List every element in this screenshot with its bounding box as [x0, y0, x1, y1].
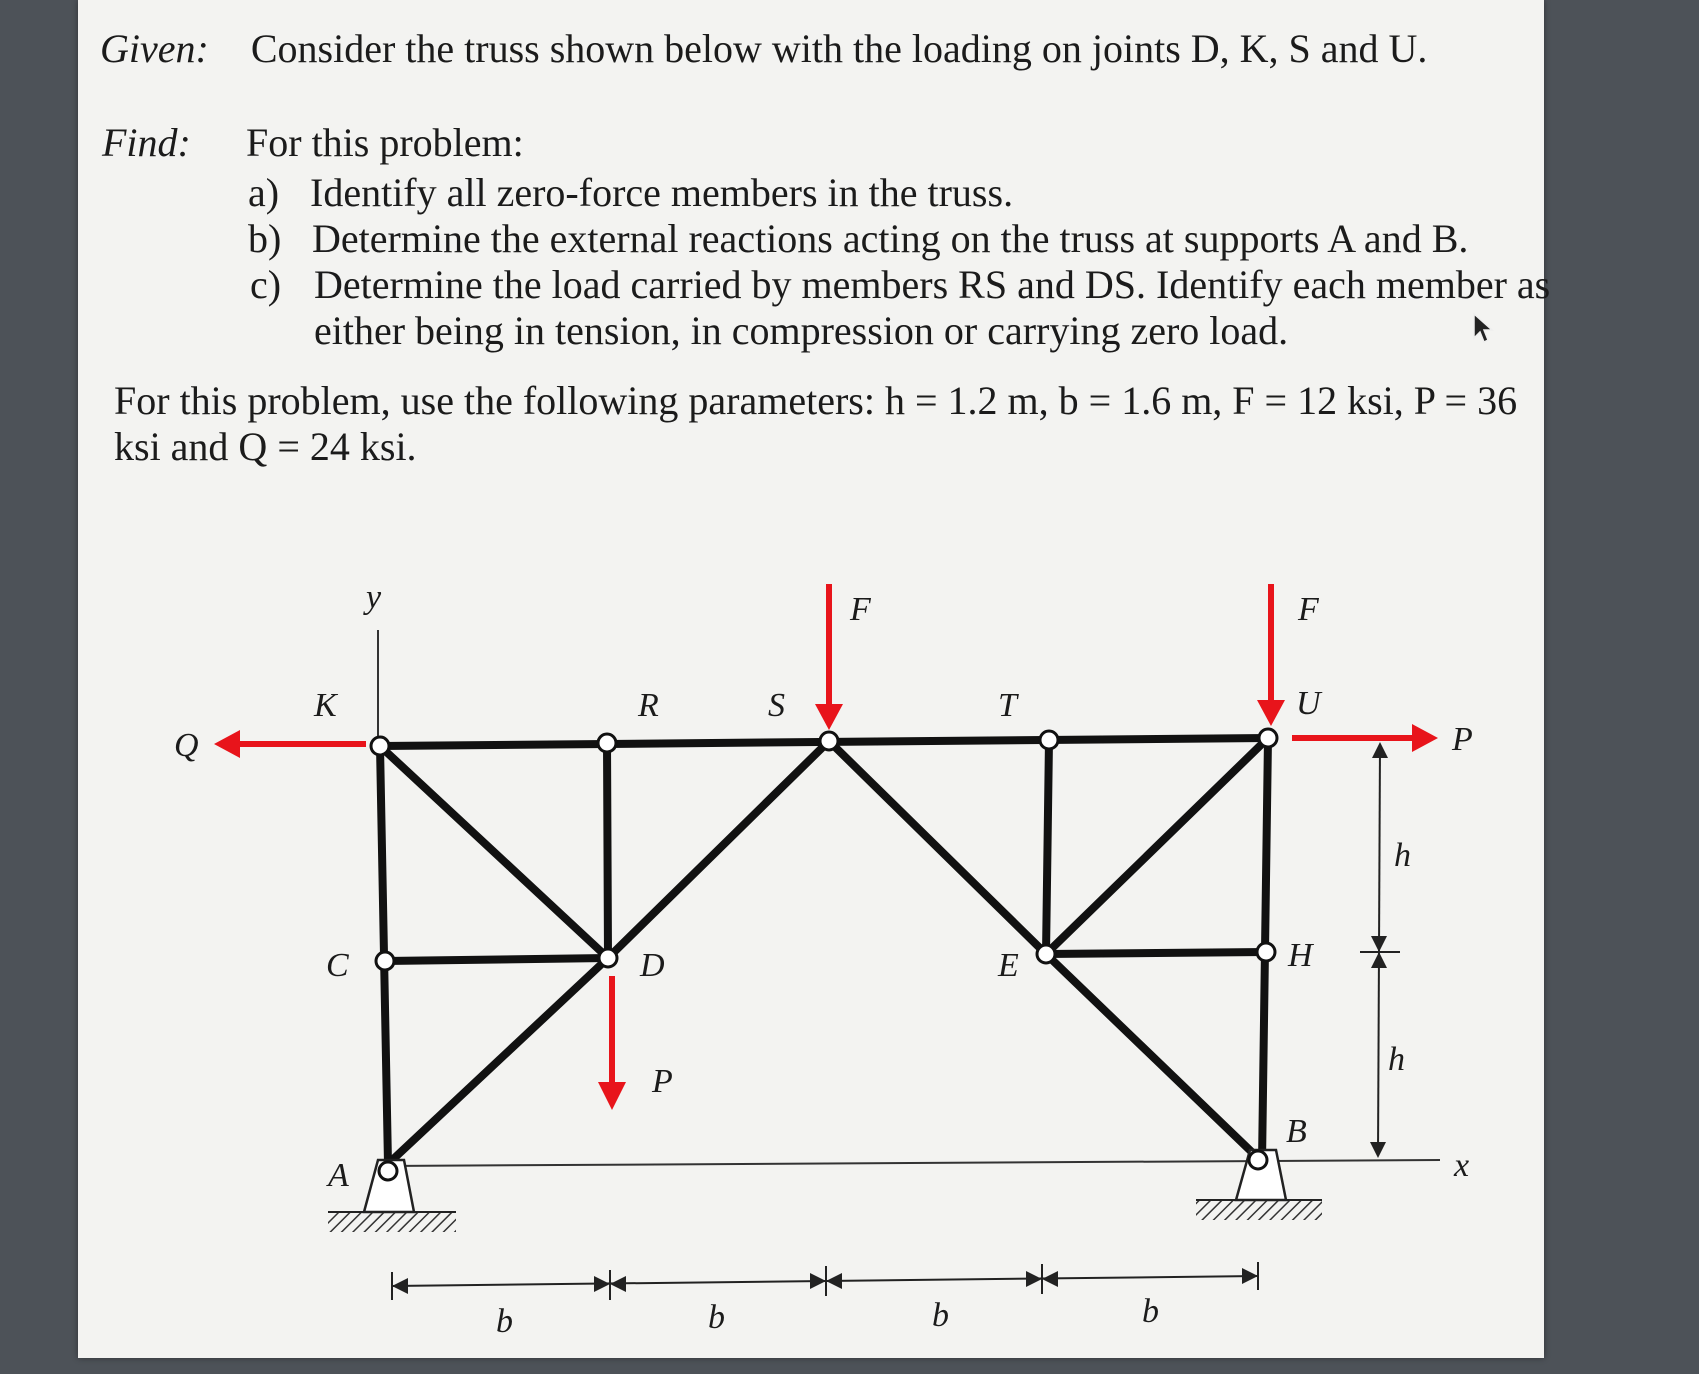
- truss-joints: [371, 729, 1277, 970]
- load-label-P-right: P: [1452, 721, 1473, 758]
- given-label: Given:: [100, 26, 209, 71]
- load-arrows: [214, 584, 1438, 1110]
- joint-label-C: C: [326, 947, 349, 984]
- find-intro: For this problem:: [246, 120, 524, 165]
- find-item-a-text: Identify all zero-force members in the truss.: [310, 170, 1014, 215]
- joint-label-S: S: [768, 687, 785, 724]
- joint-C: [376, 952, 394, 970]
- joint-T: [1040, 731, 1058, 749]
- member-EH: [1046, 952, 1266, 954]
- member-SE: [829, 741, 1046, 954]
- load-label-F-S: F: [850, 591, 871, 628]
- joint-label-U: U: [1296, 685, 1321, 722]
- joint-label-R: R: [638, 687, 659, 724]
- member-AD: [388, 958, 608, 1164]
- dim-label-b1: b: [496, 1303, 513, 1340]
- truss-members: [380, 738, 1268, 1164]
- joint-D: [599, 949, 617, 967]
- axis-label-x: x: [1454, 1147, 1470, 1184]
- joint-label-A: A: [328, 1157, 349, 1194]
- load-P-right-arrowhead: [1412, 724, 1438, 752]
- dimension-horizontal: [392, 1262, 1258, 1300]
- given-text: Consider the truss shown below with the loading on joints D, K, S and U.: [250, 26, 1428, 71]
- joint-label-B: B: [1286, 1113, 1307, 1150]
- joint-label-K: K: [314, 687, 337, 724]
- find-item-c-text-line2: either being in tension, in compression or carrying zero load.: [314, 308, 1289, 353]
- load-P-down-arrowhead: [598, 1082, 626, 1110]
- member-DS: [608, 741, 829, 958]
- dimension-vertical: [1360, 742, 1400, 1158]
- dim-label-h-upper: h: [1394, 837, 1411, 874]
- dim-label-b3: b: [932, 1297, 949, 1334]
- member-KD: [380, 746, 608, 958]
- joint-label-T: T: [998, 687, 1017, 724]
- joint-K: [371, 737, 389, 755]
- parameters-line1: For this problem, use the following parameters: h = 1.2 m, b = 1.6 m, F = 12 ksi, P = 36: [114, 378, 1518, 423]
- find-item-b-text: Determine the external reactions acting on the truss at supports A and B.: [312, 216, 1469, 261]
- joint-label-H: H: [1288, 937, 1313, 974]
- x-axis-line: [385, 1160, 1440, 1166]
- find-item-c-text-line1: Determine the load carried by members RS and DS. Identify each member as: [314, 262, 1551, 307]
- joint-label-D: D: [640, 947, 665, 984]
- load-label-Q: Q: [174, 727, 199, 764]
- joint-E: [1037, 945, 1055, 963]
- dim-label-b2: b: [708, 1299, 725, 1336]
- joint-S: [820, 732, 838, 750]
- member-TE: [1046, 740, 1049, 954]
- find-item-b-marker: b): [248, 216, 282, 261]
- find-label: Find:: [102, 120, 191, 165]
- dim-label-h-lower: h: [1388, 1041, 1405, 1078]
- dim-label-b4: b: [1142, 1293, 1159, 1330]
- joint-U: [1259, 729, 1277, 747]
- member-CD: [385, 958, 608, 961]
- axis-label-y: y: [366, 579, 382, 616]
- joint-label-E: E: [998, 947, 1019, 984]
- load-label-F-U: F: [1298, 591, 1319, 628]
- joint-R: [598, 734, 616, 752]
- member-EB: [1046, 954, 1258, 1158]
- load-F-U-arrowhead: [1257, 700, 1285, 726]
- member-RD: [607, 743, 608, 958]
- parameters-line2: ksi and Q = 24 ksi.: [114, 424, 417, 469]
- load-label-P-down: P: [652, 1063, 673, 1100]
- member-EU: [1046, 738, 1268, 954]
- joint-H: [1257, 943, 1275, 961]
- load-F-S-arrowhead: [815, 704, 843, 730]
- load-Q-arrowhead: [214, 730, 240, 758]
- find-item-c-marker: c): [250, 262, 282, 307]
- find-item-a-marker: a): [248, 170, 280, 215]
